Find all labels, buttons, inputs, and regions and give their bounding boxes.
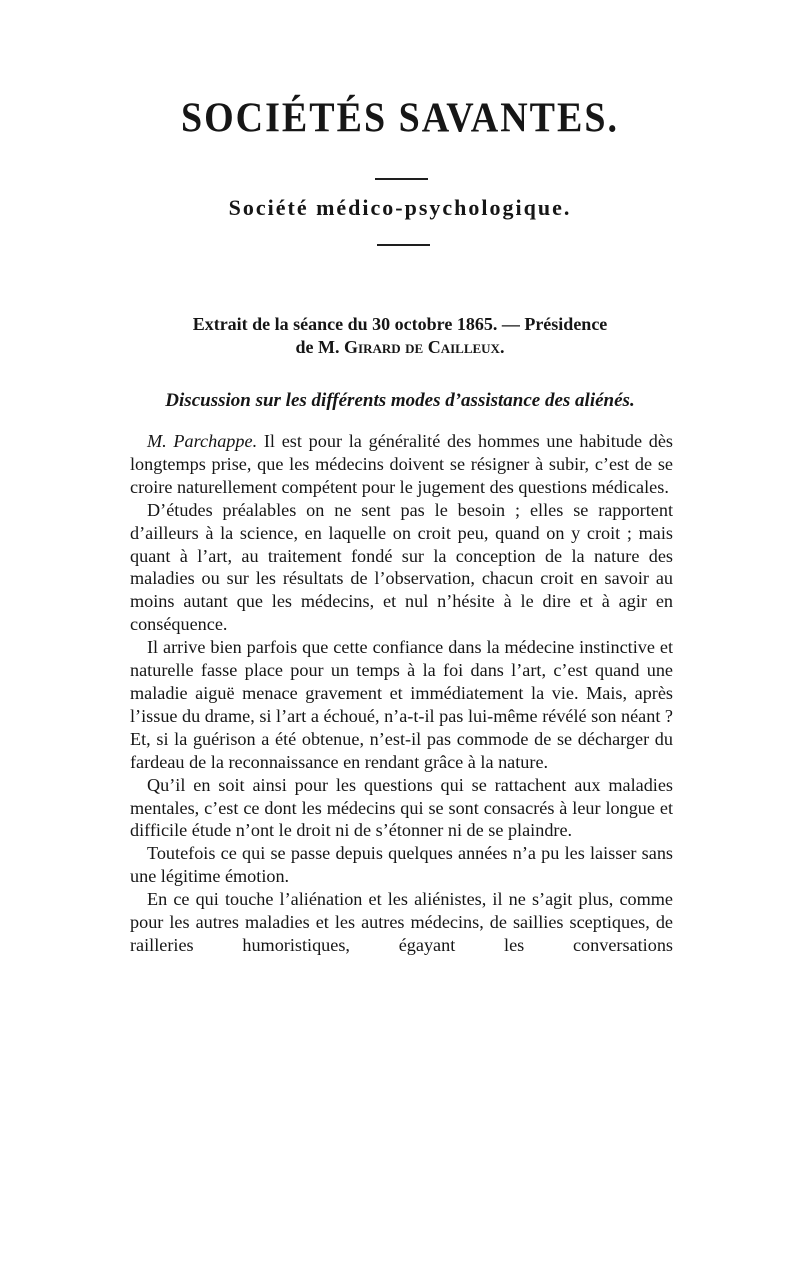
session-info — [0, 313, 800, 359]
paragraph — [130, 430, 673, 499]
title-divider — [375, 178, 428, 180]
paragraph: D’études préalables on ne sent pas le besoin ; elles se rapportent d’ailleurs à la science, en laquelle on croit peu, quand on y croit ; mais quant à l’art, au traitement fondé sur la conception de la nature des maladies ou sur les résultats de l’observation, chacun croit en savoir au moins autant que les médecins, et nul n’hésite à le dire et à agir en conséquence. — [130, 499, 673, 635]
speaker-name: M. Parchappe. — [147, 431, 258, 451]
section-title: SOCIÉTÉS SAVANTES. — [180, 94, 620, 142]
society-divider — [377, 244, 430, 246]
article-body — [130, 430, 673, 957]
session-line-1: Extrait de la séance du 30 octobre 1865. — Présidence — [192, 314, 608, 334]
session-line-2 — [0, 336, 800, 359]
discussion-title: Discussion sur les différents modes d’assistance des aliénés. — [165, 390, 635, 411]
paragraph: Toutefois ce qui se passe depuis quelques années n’a pu les laisser sans une légitime émotion. — [130, 843, 673, 887]
paragraph: En ce qui touche l’aliénation et les aliénistes, il ne s’agit plus, comme pour les autres maladies et les autres médecins, de saillies sceptiques, de railleries humoristiques, égayant les conversations — [130, 889, 673, 955]
paragraph: Il arrive bien parfois que cette confiance dans la médecine instinctive et naturelle fasse place pour un temps à la foi dans l’art, c’est quand une maladie aiguë menace gravement et immédiatement la vie. Mais, après l’issue du drame, si l’art a échoué, n’a-t-il pas lui-même révélé son néant ? Et, si la guérison a été obtenue, n’est-il pas commode de se décharger du fardeau de la reconnaissance en rendant grâce à la nature. — [130, 637, 673, 772]
paragraph: Qu’il en soit ainsi pour les questions qui se rattachent aux maladies mentales, c’est ce dont les médecins qui se sont consacrés à leur longue et difficile étude n’ont le droit ni de s’étonner ni de se plaindre. — [130, 774, 673, 841]
president-name: Girard de Cailleux. — [344, 337, 505, 357]
session-line-2-prefix: de M. — [295, 337, 345, 357]
paragraph-text: Il est pour la généralité des hommes une habitude dès longtemps prise, que les médecins doivent se résigner à subir, c’est de se croire naturellement compétent pour le jugement des questions médicales. — [130, 431, 674, 497]
society-heading: Société médico-psychologique. — [228, 195, 572, 220]
